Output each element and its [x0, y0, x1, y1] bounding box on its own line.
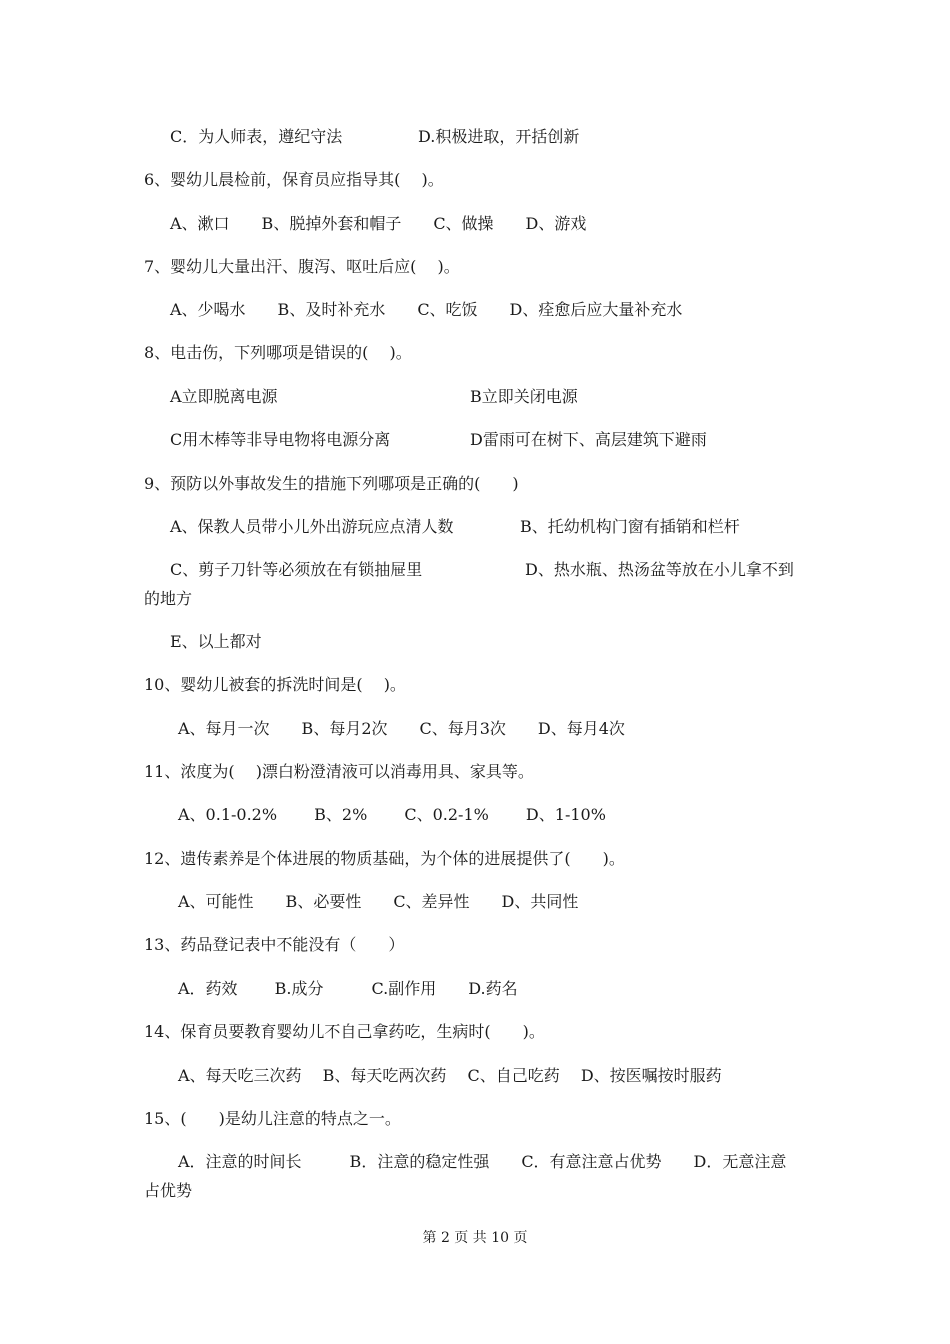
- q6-options: A、漱口 B、脱掉外套和帽子 C、做操 D、游戏: [170, 214, 587, 233]
- q14-options: A、每天吃三次药 B、每天吃两次药 C、自己吃药 D、按医嘱按时服药: [178, 1066, 722, 1085]
- q13-options: A．药效 B.成分 C.副作用 D.药名: [178, 979, 518, 998]
- q8-option-d: D雷雨可在树下、高层建筑下避雨: [470, 430, 707, 449]
- q12-options: A、可能性 B、必要性 C、差异性 D、共同性: [178, 892, 579, 911]
- page-footer: 第 2 页 共 10 页: [422, 1230, 528, 1246]
- q7-options: A、少喝水 B、及时补充水 C、吃饭 D、痊愈后应大量补充水: [170, 300, 683, 319]
- q8-option-b: B立即关闭电源: [470, 387, 578, 406]
- q10-options: A、每月一次 B、每月2次 C、每月3次 D、每月4次: [178, 719, 625, 738]
- q5-option-d: D.积极进取，开括创新: [418, 127, 580, 146]
- q6-stem: 6、婴幼儿晨检前，保育员应指导其( )。: [144, 170, 444, 189]
- q11-stem: 11、浓度为( )漂白粉澄清液可以消毒用具、家具等。: [144, 762, 534, 781]
- q11-options: A、0.1-0.2% B、2% C、0.2-1% D、1-10%: [178, 805, 606, 824]
- q9-option-e: E、以上都对: [170, 632, 262, 651]
- q5-option-c: C．为人师表，遵纪守法: [170, 127, 343, 146]
- q10-stem: 10、婴幼儿被套的拆洗时间是( )。: [144, 675, 406, 694]
- q8-stem: 8、电击伤，下列哪项是错误的( )。: [144, 343, 412, 362]
- q9-stem: 9、预防以外事故发生的措施下列哪项是正确的( ): [144, 474, 519, 493]
- q14-stem: 14、保育员要教育婴幼儿不自己拿药吃，生病时( )。: [144, 1022, 545, 1041]
- q9-option-d-continued: 的地方: [144, 589, 193, 608]
- q8-option-a: A立即脱离电源: [170, 387, 278, 406]
- q15-stem: 15、( )是幼儿注意的特点之一。: [144, 1109, 401, 1128]
- q9-option-c: C、剪子刀针等必须放在有锁抽屉里: [170, 560, 423, 579]
- q8-option-c: C用木棒等非导电物将电源分离: [170, 430, 391, 449]
- q9-option-b: B、托幼机构门窗有插销和栏杆: [520, 517, 740, 536]
- q12-stem: 12、遗传素养是个体进展的物质基础，为个体的进展提供了( )。: [144, 849, 625, 868]
- q9-option-a: A、保教人员带小儿外出游玩应点清人数: [170, 517, 454, 536]
- q13-stem: 13、药品登记表中不能没有（ ）: [144, 935, 405, 954]
- q9-option-d: D、热水瓶、热汤盆等放在小儿拿不到: [525, 560, 794, 579]
- q15-options: A．注意的时间长 B．注意的稳定性强 C．有意注意占优势 D．无意注意: [178, 1152, 787, 1171]
- q15-options-continued: 占优势: [144, 1181, 193, 1200]
- q7-stem: 7、婴幼儿大量出汗、腹泻、呕吐后应( )。: [144, 257, 460, 276]
